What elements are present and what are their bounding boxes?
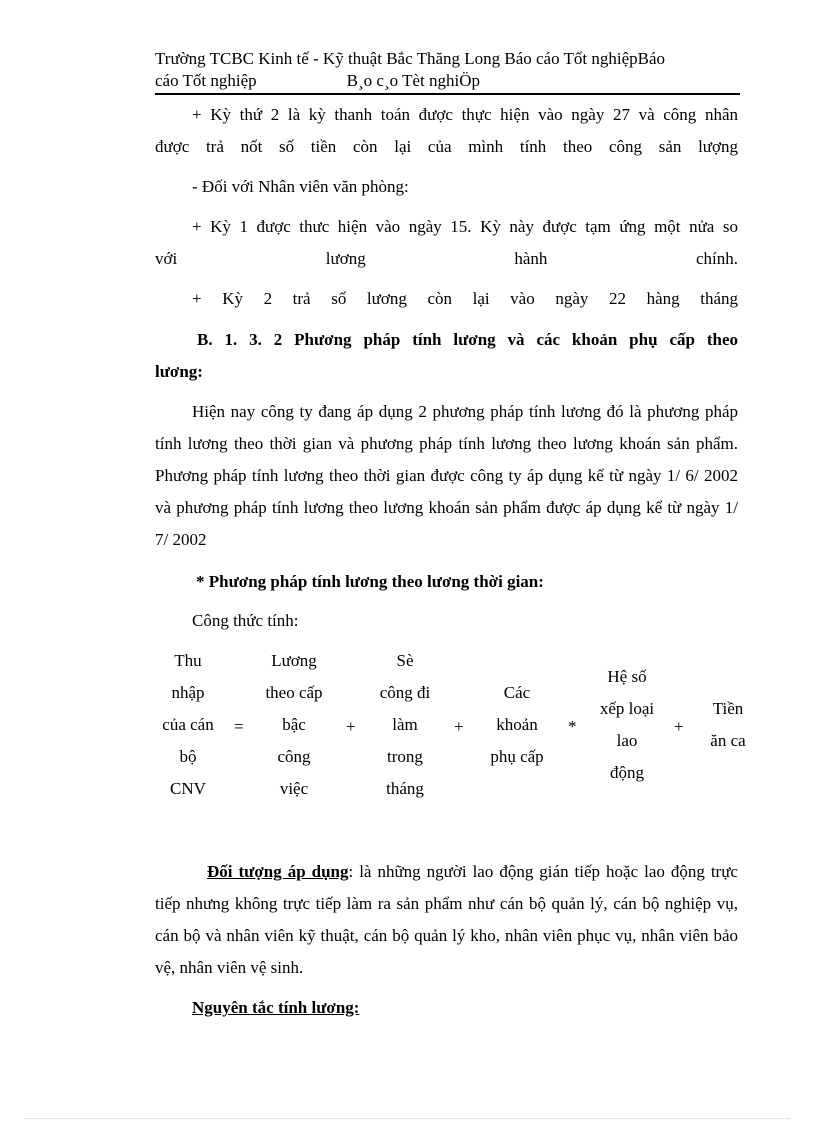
- formula-text: Hệ số: [607, 667, 647, 686]
- paragraph-phuong-phap: Hiện nay công ty đang áp dụng 2 phương pháp tính lương đó là phương pháp tính lương theo thời gian và phương pháp tính lương theo lương khoán sản phẩm. Phương pháp tính lương theo thời gian được công ty áp dụng kể từ ngày 1/ 6/ 2002 và phương pháp tính lương theo lương khoán sản phẩm được áp dụng kể từ ngày 1/ 7/ 2002: [155, 402, 738, 549]
- formula-cac-khoan-phu-cap: [478, 677, 556, 773]
- header-line-1: Trường TCBC Kinh tế - Kỹ thuật Bắc Thăng Long Báo cáo Tốt nghiệpBáo: [155, 49, 666, 68]
- header-line-2: [155, 70, 740, 92]
- formula-text: CNV: [170, 779, 206, 798]
- salary-formula: [150, 645, 750, 810]
- formula-text: làm: [392, 715, 418, 734]
- section-heading-thoi-gian: * Phương pháp tính lương theo lương thời gian:: [196, 572, 544, 591]
- formula-he-so-xep-loai: [586, 661, 668, 789]
- formula-text: ăn ca: [710, 731, 746, 750]
- page-header: [155, 48, 740, 92]
- formula-text: khoản: [496, 715, 538, 734]
- formula-equals: =: [234, 717, 244, 736]
- paragraph-ky-2-van-phong: + Kỳ 2 trả số lương còn lại vào ngày 22 hàng tháng: [192, 289, 738, 308]
- heading-nguyen-tac-tinh-luong: Nguyên tắc tính lương:: [192, 998, 360, 1017]
- header-rule: [155, 93, 740, 95]
- formula-label: Công thức tính:: [192, 611, 299, 630]
- formula-tien-an-ca: [698, 693, 758, 757]
- formula-text: công đi: [379, 683, 431, 702]
- header-line-2-left: cáo Tốt nghiệp: [155, 71, 257, 90]
- formula-text: phụ cấp: [490, 747, 544, 766]
- footer-dotted-line: [25, 1118, 790, 1119]
- paragraph-ky-2-line2: được trả nốt số tiền còn lại của mình tính theo công sản lượng: [155, 137, 738, 156]
- formula-text: Lương: [271, 651, 317, 670]
- formula-text: xếp loại: [599, 699, 655, 718]
- formula-text: Các: [503, 683, 531, 702]
- formula-multiply: *: [568, 717, 577, 736]
- section-heading-b1-3-2-line2: lương:: [155, 362, 203, 381]
- formula-plus-3: +: [674, 717, 684, 736]
- doi-tuong-label: Đối tượng áp dụng: [207, 862, 349, 881]
- formula-text: lao: [616, 731, 638, 750]
- formula-thu-nhap: [150, 645, 226, 805]
- formula-plus-2: +: [454, 717, 464, 736]
- paragraph-ky-2-line1: + Kỳ thứ 2 là kỳ thanh toán được thực hiện vào ngày 27 và công nhân: [192, 105, 738, 124]
- formula-luong-cap-bac: [256, 645, 332, 805]
- formula-text: Tiền: [712, 699, 744, 718]
- formula-text: theo cấp: [265, 683, 323, 702]
- formula-text: bậc: [282, 715, 306, 734]
- formula-so-cong: [370, 645, 440, 805]
- paragraph-nhan-vien-van-phong: - Đối với Nhân viên văn phòng:: [192, 177, 409, 196]
- paragraph-ky-1-line1: + Kỳ 1 được thưc hiện vào ngày 15. Kỳ này được tạm ứng một nửa so: [192, 217, 738, 236]
- formula-text: tháng: [386, 779, 424, 798]
- section-heading-b1-3-2-line1: B. 1. 3. 2 Phương pháp tính lương và các khoản phụ cấp theo: [197, 330, 738, 349]
- formula-text: việc: [279, 779, 309, 798]
- formula-plus-1: +: [346, 717, 356, 736]
- formula-text: công: [277, 747, 311, 766]
- paragraph-doi-tuong-ap-dung: [155, 856, 738, 984]
- header-line-2-right: B¸o c¸o Tèt nghiÖp: [346, 71, 480, 90]
- formula-text: trong: [387, 747, 423, 766]
- formula-text: Sè: [396, 651, 414, 670]
- formula-text: động: [610, 763, 644, 782]
- formula-text: của cán: [162, 715, 214, 734]
- formula-text: nhập: [171, 683, 205, 702]
- formula-text: bộ: [179, 747, 197, 766]
- doi-tuong-text: : là những người lao động gián tiếp hoặc lao động trực tiếp nhưng không trực tiếp làm ra sản phẩm như cán bộ quản lý, cán bộ nghiệp vụ, cán bộ và nhân viên kỹ thuật, cán bộ quản lý kho, nhân viên phục vụ, nhân viên bảo vệ, nhân viên vệ sinh.: [155, 862, 738, 977]
- paragraph-ky-1-line2: với lương hành chính.: [155, 249, 738, 268]
- formula-text: Thu: [174, 651, 202, 670]
